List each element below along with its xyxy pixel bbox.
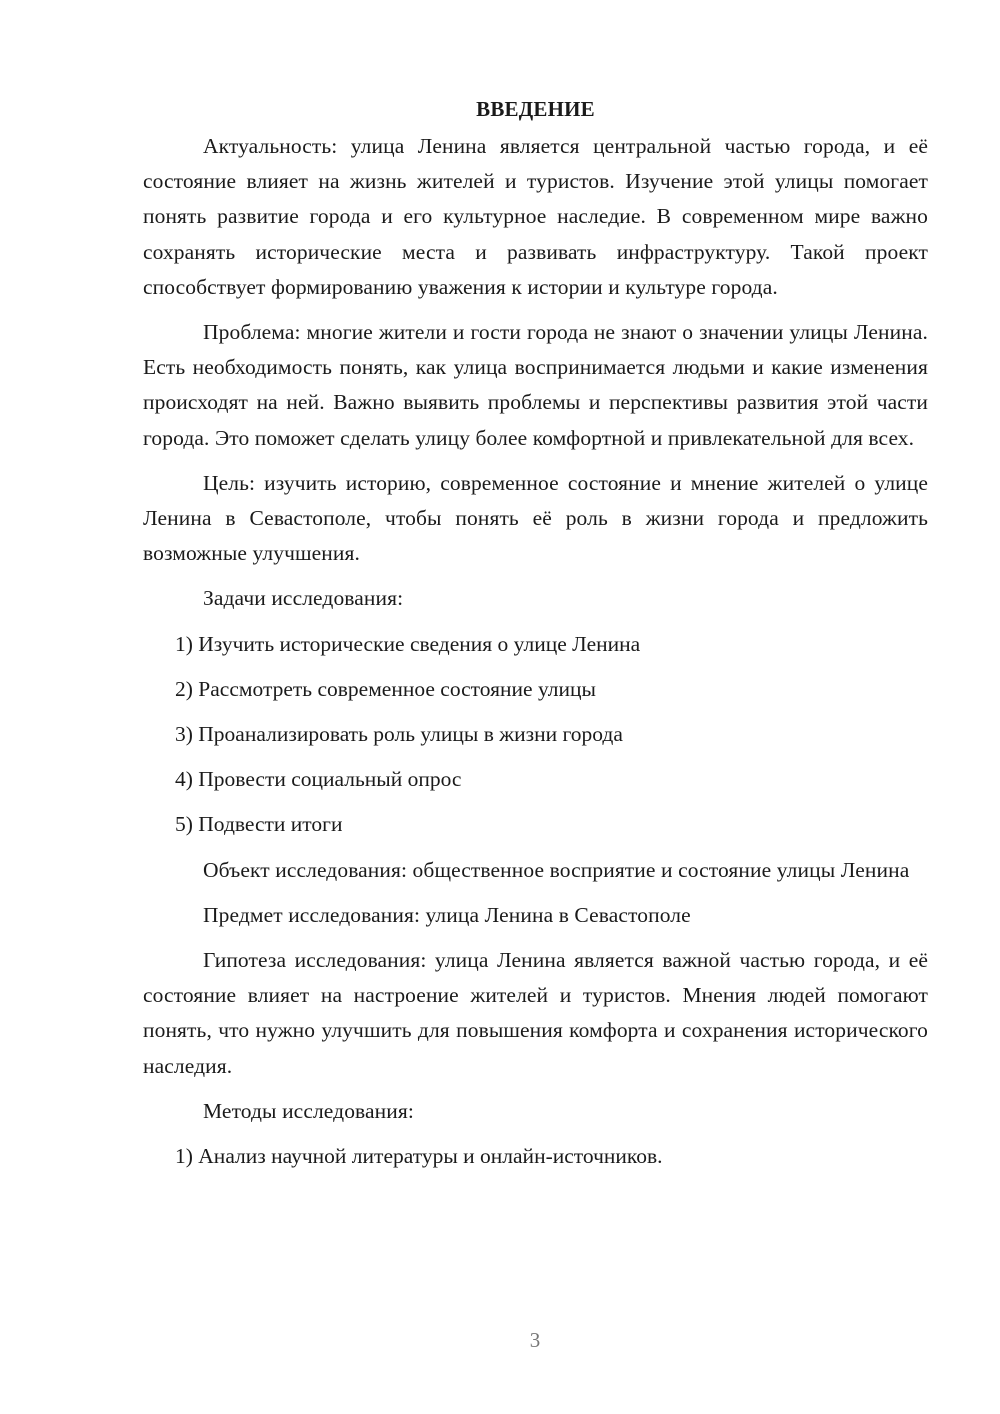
relevance-paragraph: Актуальность: улица Ленина является центральной частью города, и её состояние влияет на жизнь жителей и туристов. Изучение этой улицы помогает понять развитие города и его культурное наследие. В современном мире важно сохранять исторические места и развивать инфраструктуру. Такой проект способствует формированию уважения к истории и культуре города. <box>143 134 928 299</box>
document-page <box>143 92 928 1184</box>
tasks-heading: Задачи исследования: <box>203 586 404 611</box>
subject-paragraph: Предмет исследования: улица Ленина в Севастополе <box>203 902 691 927</box>
task-item: 5) Подвести итоги <box>175 812 343 837</box>
object-paragraph: Объект исследования: общественное восприятие и состояние улицы Ленина <box>203 857 910 882</box>
task-item: 3) Проанализировать роль улицы в жизни города <box>175 722 623 747</box>
section-title: ВВЕДЕНИЕ <box>476 97 595 121</box>
methods-heading: Методы исследования: <box>203 1098 414 1123</box>
goal-paragraph: Цель: изучить историю, современное состояние и мнение жителей о улице Ленина в Севастополе, чтобы понять её роль в жизни города и предложить возможные улучшения. <box>143 470 928 566</box>
task-item: 2) Рассмотреть современное состояние улицы <box>175 676 596 701</box>
task-item: 1) Изучить исторические сведения о улице Ленина <box>175 631 641 656</box>
task-item: 4) Провести социальный опрос <box>175 767 462 792</box>
method-item: 1) Анализ научной литературы и онлайн-источников. <box>175 1144 663 1169</box>
problem-paragraph: Проблема: многие жители и гости города не знают о значении улицы Ленина. Есть необходимость понять, как улица воспринимается людьми и какие изменения происходят на ней. Важно выявить проблемы и перспективы развития этой части города. Это поможет сделать улицу более комфортной и привлекательной для всех. <box>143 320 928 450</box>
page-number: 3 <box>529 1328 541 1352</box>
hypothesis-paragraph: Гипотеза исследования: улица Ленина является важной частью города, и её состояние влияет на настроение жителей и туристов. Мнения людей помогают понять, что нужно улучшить для повышения комфорта и сохранения исторического наследия. <box>143 948 928 1078</box>
